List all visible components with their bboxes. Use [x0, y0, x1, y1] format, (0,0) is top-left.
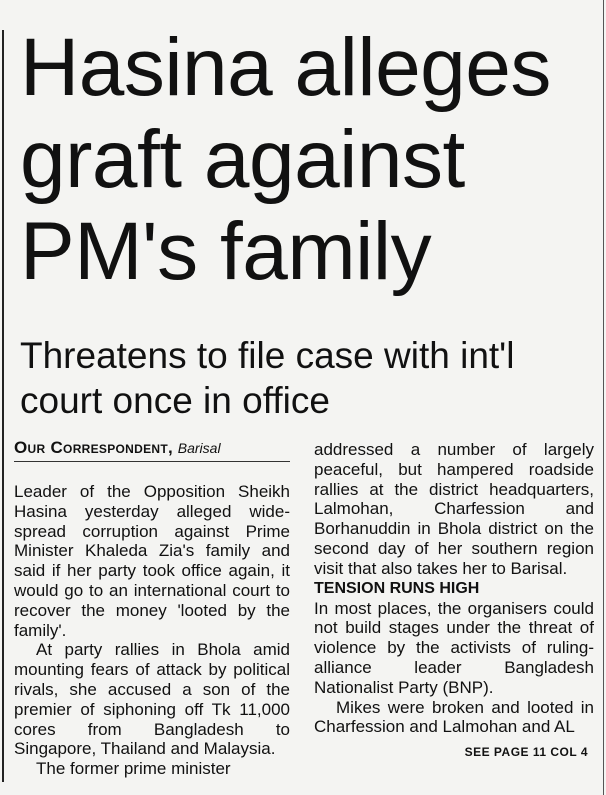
headline-line-2: graft against [20, 114, 465, 205]
article-column-left [14, 438, 290, 779]
subheadline-line-2: court once in office [20, 380, 330, 421]
article-column-right [314, 440, 594, 763]
byline [14, 438, 290, 462]
section-subheading: TENSION RUNS HIGH [314, 579, 480, 597]
headline-line-3: PM's family [20, 206, 432, 297]
article-paragraph: addressed a number of largely peaceful, but hampered roadside rallies at the district headquarters, Lalmohan, Charfession and Borhanuddin in Bhola district on the second day of her southern region visit that also takes her to Barisal. [314, 440, 594, 578]
continued-jump-line: SEE PAGE 11 COL 4 [464, 745, 588, 760]
article-paragraph: Leader of the Opposition Sheikh Hasina yesterday alleged wide-spread corruption against Prime Minister Khaleda Zia's family and said if her party took office again, it would go to an international court to recover the money 'looted by the family'. [14, 482, 290, 640]
article-paragraph: The former prime minister [36, 759, 231, 779]
byline-place: Barisal [177, 440, 221, 456]
headline-line-1: Hasina alleges [20, 22, 551, 113]
article-paragraph: Mikes were broken and looted in Charfession and Lalmohan and AL [314, 697, 594, 737]
article-paragraph: In most places, the organisers could not build stages under the threat of violence by the activists of ruling-alliance leader Bangladesh Nationalist Party (BNP). [314, 598, 594, 697]
article-paragraph: At party rallies in Bhola amid mounting fears of attack by political rivals, she accused a son of the premier of siphoning off Tk 11,000 cores from Bangladesh to Singapore, Thailand and Malaysia. [14, 640, 290, 759]
headline [20, 22, 600, 298]
right-border-rule [603, 0, 604, 795]
subheadline [20, 333, 600, 423]
left-border-rule [2, 30, 4, 782]
byline-name: Our Correspondent, [14, 438, 174, 457]
subheadline-line-1: Threatens to file case with int'l [20, 335, 515, 376]
